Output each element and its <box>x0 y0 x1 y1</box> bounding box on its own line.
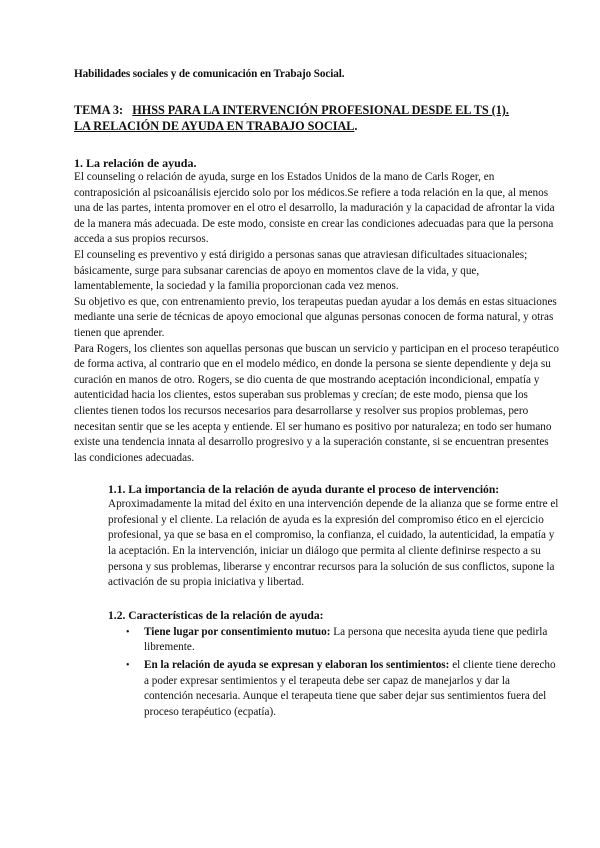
topic-title-line1: HHSS PARA LA INTERVENCIÓN PROFESIONAL DESDE EL TS (1). <box>132 103 509 117</box>
list-item-text: el cliente tiene derecho a poder expresar sentimientos y el terapeuta debe ser capaz de manejarlos y dar la contención necesaria. Aunque el terapeuta tiene que saber dejar sus sentimientos fuera del proceso terapéutico (ecpatía). <box>144 659 556 718</box>
list-item-text: La persona que necesita ayuda tiene que pedirla libremente. <box>144 625 548 654</box>
topic-title <box>74 102 560 134</box>
topic-title-end: . <box>354 119 358 133</box>
subsection-heading: 1.1. La importancia de la relación de ayuda durante el proceso de intervención: <box>108 483 500 497</box>
section-heading: 1. La relación de ayuda. <box>74 156 197 170</box>
bullet-icon: • <box>126 626 130 638</box>
list-item <box>128 625 560 656</box>
topic-label: TEMA 3: <box>74 103 124 117</box>
section-relacion-de-ayuda <box>74 156 560 466</box>
paragraph: El counseling es preventivo y está dirigido a personas sanas que atraviesan dificultades situacionales; básicamente, surge para subsanar carencias de apoyo en momentos clave de la vida, y que, lamentablemente, la sociedad y la familia proporcionan cada vez menos. <box>74 248 528 293</box>
subsection-caracteristicas <box>74 609 560 721</box>
subsection-heading: 1.2. Características de la relación de ayuda: <box>108 608 324 622</box>
subsection-importancia <box>74 483 560 591</box>
paragraph: Su objetivo es que, con entrenamiento previo, los terapeutas puedan ayudar a los demás en estas situaciones mediante una serie de técnicas de apoyo emocional que algunas personas conocen de forma natural, y otras tienen que aprender. <box>74 295 557 339</box>
list-item <box>128 658 560 720</box>
document-header: Habilidades sociales y de comunicación en Trabajo Social. <box>74 68 345 80</box>
bullet-icon: • <box>126 660 130 672</box>
topic-title-line2: LA RELACIÓN DE AYUDA EN TRABAJO SOCIAL <box>74 119 355 133</box>
list-item-title: Tiene lugar por consentimiento mutuo: <box>144 625 331 638</box>
characteristics-list <box>108 625 560 721</box>
list-item-title: En la relación de ayuda se expresan y elaboran los sentimientos: <box>144 659 450 672</box>
paragraph: Para Rogers, los clientes son aquellas personas que buscan un servicio y participan en el proceso terapéutico de forma activa, al contrario que en el modelo médico, en donde la persona se siente dependiente y deja su curación en manos de otro. Rogers, se dio cuenta de que mostrando aceptación incondicional, empatía y autenticidad hacia los clientes, estos superaban sus problemas y crecían; de este modo, piensa que los clientes tienen todos los recursos necesarios para desarrollarse y resolver sus propios problemas, pero necesitan sentir que se les acepta y entiende. El ser humano es positivo por naturaleza; en todo ser humano existe una tendencia innata al desarrollo progresivo y a la superación constante, si se encuentran presentes las condiciones adecuadas. <box>74 342 559 464</box>
paragraph: Aproximadamente la mitad del éxito en una intervención depende de la alianza que se forme entre el profesional y el cliente. La relación de ayuda es la expresión del compromiso ético en el ejercicio profesional, ya que se basa en el compromiso, la confianza, el cuidado, la autenticidad, la empatía y la aceptación. En la intervención, iniciar un diálogo que permita al cliente definirse respecto a su persona y sus problemas, liberarse y encontrar recursos para la solución de sus conflictos, supone la activación de su propia iniciativa y libertad. <box>108 498 559 589</box>
paragraph: El counseling o relación de ayuda, surge en los Estados Unidos de la mano de Carls Roger, en contraposición al psicoanálisis ejercido solo por los médicos.Se refiere a toda relación en la que, al menos una de las partes, intenta promover en el otro el desarrollo, la maduración y la capacidad de afrontar la vida de la manera más adecuada. De este modo, consiste en crear las condiciones adecuadas para que la persona acceda a sus propios recursos. <box>74 171 555 246</box>
